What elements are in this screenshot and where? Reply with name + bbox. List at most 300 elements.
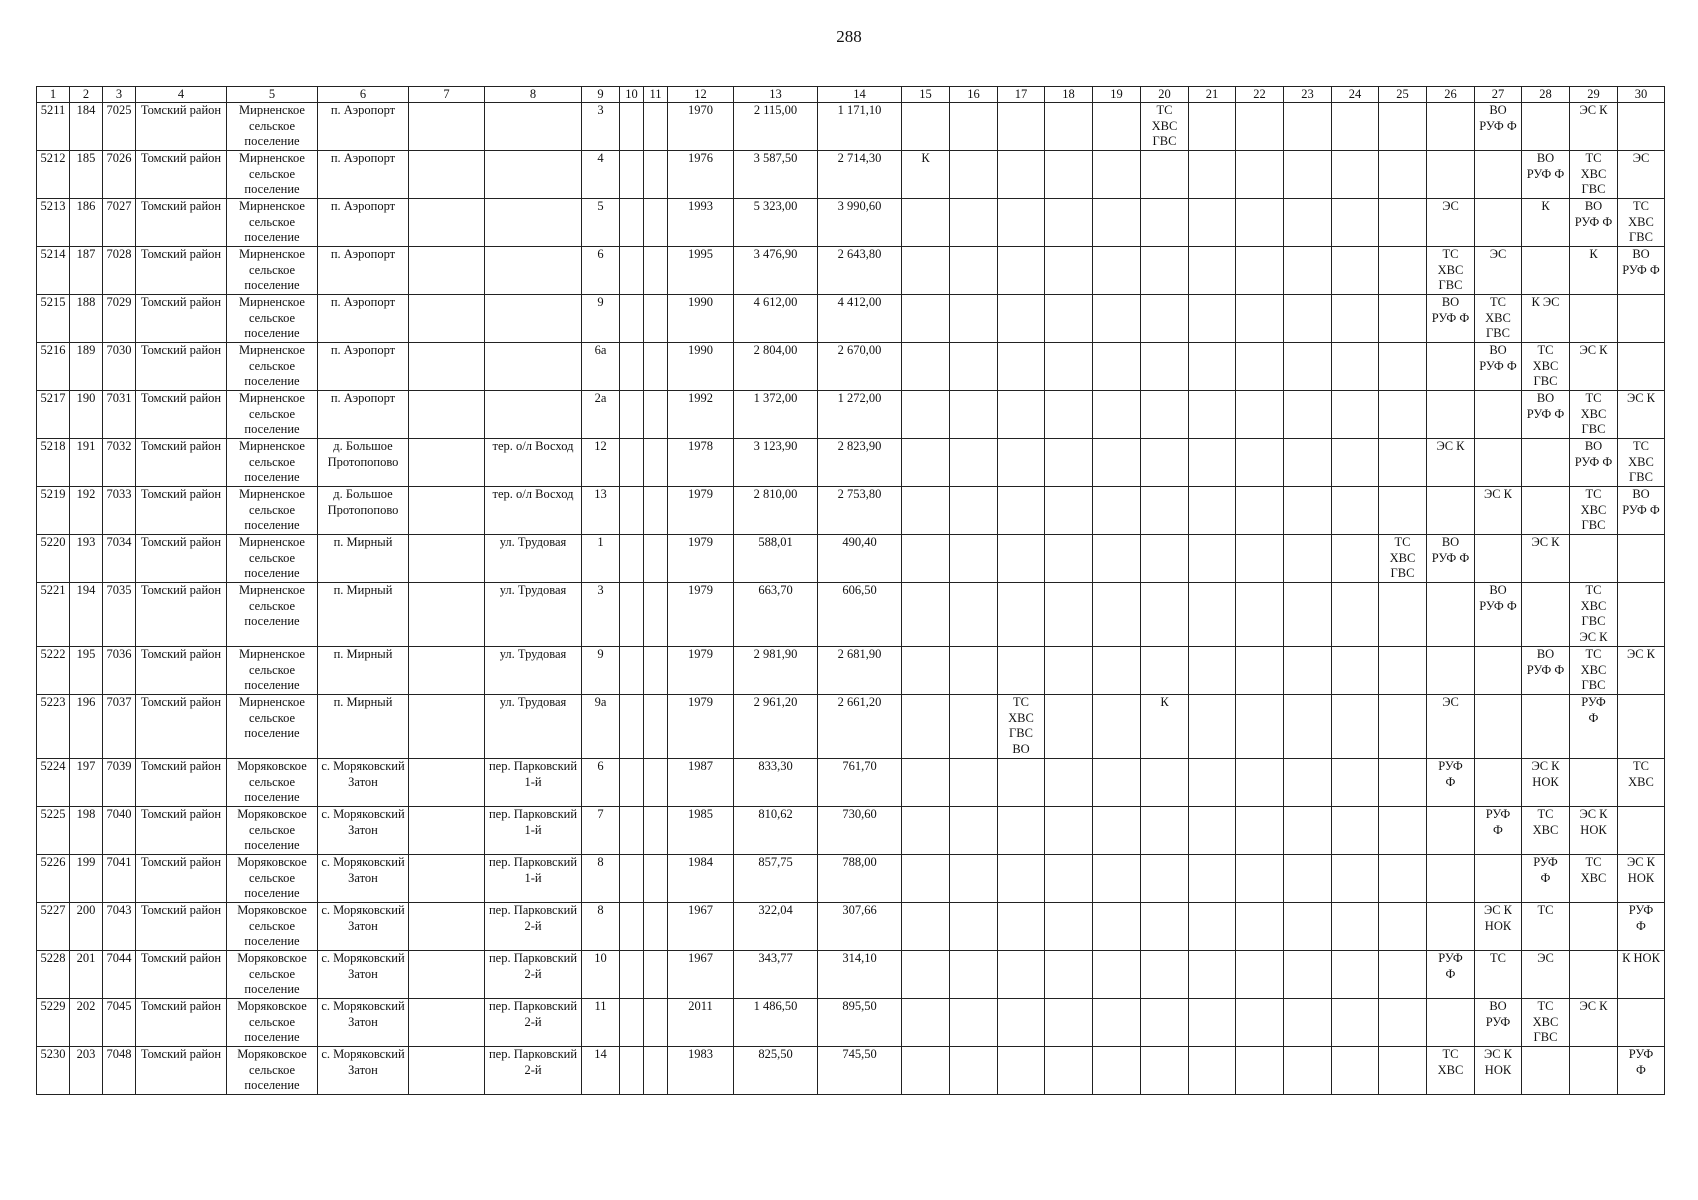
table-cell [1093,487,1141,535]
table-cell [409,759,485,807]
table-cell [950,103,998,151]
table-cell: 1985 [668,807,734,855]
table-cell [1189,487,1236,535]
table-cell: 6а [582,343,620,391]
table-cell: 1979 [668,487,734,535]
table-cell [1427,343,1475,391]
table-cell [1618,583,1665,647]
table-cell [902,535,950,583]
table-cell: 12 [582,439,620,487]
table-cell: РУФ Ф [1427,759,1475,807]
table-cell [409,695,485,759]
table-cell: РУФ Ф [1522,855,1570,903]
table-cell: 2 810,00 [734,487,818,535]
table-cell: Моряковское сельское поселение [227,759,318,807]
table-cell [950,583,998,647]
table-cell: 7036 [103,647,136,695]
table-cell: 9 [582,295,620,343]
table-cell [485,295,582,343]
table-cell: п. Аэропорт [318,199,409,247]
table-cell: РУФ Ф [1618,1047,1665,1095]
table-cell [1570,759,1618,807]
table-cell [1045,199,1093,247]
table-cell [644,583,668,647]
table-cell: ТС ХВС ГВС [1570,487,1618,535]
table-cell: 1976 [668,151,734,199]
table-cell: ЭС К [1570,343,1618,391]
table-cell: пер. Парковский 2-й [485,903,582,951]
table-cell [409,999,485,1047]
table-cell: с. Моряковский Затон [318,903,409,951]
table-cell: 1979 [668,695,734,759]
table-cell: Мирненское сельское поселение [227,103,318,151]
table-cell [902,103,950,151]
table-cell: тер. о/л Восход [485,487,582,535]
table-cell: РУФ Ф [1618,903,1665,951]
table-cell: с. Моряковский Затон [318,855,409,903]
table-cell [1141,535,1189,583]
table-cell: 7039 [103,759,136,807]
table-cell: 201 [70,951,103,999]
table-cell [409,199,485,247]
table-cell: Томский район [136,295,227,343]
table-cell: ТС ХВС ГВС [1570,391,1618,439]
table-cell [1332,999,1379,1047]
table-cell [1141,199,1189,247]
table-cell [1332,807,1379,855]
table-cell [1379,647,1427,695]
table-cell [1045,759,1093,807]
table-cell [1093,439,1141,487]
table-cell: ЭС [1427,695,1475,759]
table-cell [1522,583,1570,647]
table-cell [1093,535,1141,583]
table-cell: 1983 [668,1047,734,1095]
table-cell [998,103,1045,151]
table-cell [998,583,1045,647]
table-cell: К ЭС [1522,295,1570,343]
table-cell: Мирненское сельское поселение [227,647,318,695]
table-cell [1141,951,1189,999]
column-header: 5 [227,87,318,103]
table-cell [1284,535,1332,583]
table-row [37,343,1665,391]
column-header: 11 [644,87,668,103]
table-cell: ТС ХВС ГВС [1618,439,1665,487]
table-cell: 1979 [668,583,734,647]
table-cell: ВО РУФ Ф [1618,247,1665,295]
table-cell [1284,999,1332,1047]
table-cell: Мирненское сельское поселение [227,487,318,535]
table-cell: 7 [582,807,620,855]
table-cell: 8 [582,855,620,903]
table-cell [620,295,644,343]
table-cell: п. Мирный [318,583,409,647]
table-cell [1475,151,1522,199]
table-cell [1093,759,1141,807]
table-cell [1332,439,1379,487]
column-header: 26 [1427,87,1475,103]
table-cell: с. Моряковский Затон [318,951,409,999]
table-cell: 307,66 [818,903,902,951]
table-cell: пер. Парковский 1-й [485,855,582,903]
table-cell: 4 612,00 [734,295,818,343]
table-cell [1427,855,1475,903]
table-cell [620,583,644,647]
table-cell: 7029 [103,295,136,343]
table-cell [1379,295,1427,343]
table-cell: 2 753,80 [818,487,902,535]
table-cell [485,247,582,295]
table-cell: 5223 [37,695,70,759]
table-cell: п. Аэропорт [318,151,409,199]
table-cell [485,103,582,151]
table-cell [485,151,582,199]
table-cell [1332,247,1379,295]
table-cell [1332,199,1379,247]
table-cell: Томский район [136,999,227,1047]
table-cell: 2 681,90 [818,647,902,695]
table-cell: 5213 [37,199,70,247]
table-cell: ТС ХВС ГВС [1618,199,1665,247]
page-number: 288 [836,27,862,46]
table-cell [998,903,1045,951]
table-cell: 7040 [103,807,136,855]
table-cell: ТС ХВС [1522,807,1570,855]
table-cell: ЭС К [1475,487,1522,535]
table-cell [1045,295,1093,343]
table-cell [1141,903,1189,951]
table-cell: ЭС К [1427,439,1475,487]
table-cell: 9а [582,695,620,759]
table-cell [902,1047,950,1095]
table-cell [1189,999,1236,1047]
table-cell: п. Мирный [318,695,409,759]
table-cell [1045,583,1093,647]
table-cell [1236,583,1284,647]
table-cell: 730,60 [818,807,902,855]
table-cell [998,999,1045,1047]
table-cell: д. Большое Протопопово [318,487,409,535]
table-cell: 7043 [103,903,136,951]
table-cell: 2 670,00 [818,343,902,391]
table-cell [902,695,950,759]
table-row [37,247,1665,295]
table-cell [644,295,668,343]
table-cell [1045,439,1093,487]
table-cell: п. Аэропорт [318,391,409,439]
column-header: 18 [1045,87,1093,103]
table-cell [998,199,1045,247]
table-cell [1284,695,1332,759]
table-cell [950,439,998,487]
table-cell [1189,583,1236,647]
table-cell: 2 804,00 [734,343,818,391]
table-cell [1284,151,1332,199]
table-cell [902,647,950,695]
table-cell: 4 412,00 [818,295,902,343]
table-cell [1475,391,1522,439]
table-cell: 14 [582,1047,620,1095]
table-cell [1284,951,1332,999]
table-row [37,583,1665,647]
table-cell: пер. Парковский 2-й [485,951,582,999]
table-cell [1379,759,1427,807]
table-cell [620,903,644,951]
table-cell [644,103,668,151]
table-cell: Томский район [136,903,227,951]
table-cell: 6 [582,759,620,807]
table-cell: 8 [582,903,620,951]
table-cell [1141,391,1189,439]
table-cell [1522,103,1570,151]
column-header: 10 [620,87,644,103]
table-cell [1093,807,1141,855]
table-cell: 13 [582,487,620,535]
table-cell [998,951,1045,999]
table-row [37,807,1665,855]
table-cell: 3 [582,583,620,647]
table-cell: 5226 [37,855,70,903]
table-cell [1379,999,1427,1047]
table-cell: 7027 [103,199,136,247]
table-cell [1141,343,1189,391]
table-cell: 5216 [37,343,70,391]
table-cell [1284,759,1332,807]
table-cell [1141,295,1189,343]
table-cell [950,999,998,1047]
table-cell [620,1047,644,1095]
table-cell [950,695,998,759]
table-cell: 1 372,00 [734,391,818,439]
table-cell: ТС ХВС ГВС ВО [998,695,1045,759]
table-cell [1332,295,1379,343]
table-cell: 7034 [103,535,136,583]
table-cell [644,391,668,439]
table-cell: ТС ХВС ГВС [1475,295,1522,343]
table-cell [620,855,644,903]
table-cell: 5214 [37,247,70,295]
table-cell: ТС ХВС ГВС [1379,535,1427,583]
table-cell [1093,999,1141,1047]
table-cell: Моряковское сельское поселение [227,903,318,951]
table-cell [1189,1047,1236,1095]
table-cell [1284,199,1332,247]
table-cell: РУФ Ф [1427,951,1475,999]
table-cell [1379,583,1427,647]
table-cell: Мирненское сельское поселение [227,695,318,759]
table-cell [998,1047,1045,1095]
table-row [37,855,1665,903]
table-cell [1093,247,1141,295]
table-cell: Томский район [136,951,227,999]
table-cell: 2 981,90 [734,647,818,695]
table-cell: с. Моряковский Затон [318,1047,409,1095]
table-cell [998,759,1045,807]
table-cell: ЭС К НОК [1475,1047,1522,1095]
table-cell [1379,247,1427,295]
table-cell [1332,855,1379,903]
table-cell [1522,1047,1570,1095]
table-cell [409,903,485,951]
table-cell [1284,391,1332,439]
table-cell: 5229 [37,999,70,1047]
table-cell: 745,50 [818,1047,902,1095]
table-cell: 1967 [668,951,734,999]
table-cell [1284,807,1332,855]
table-cell [1236,759,1284,807]
table-cell [1141,583,1189,647]
table-cell: 1979 [668,647,734,695]
table-cell [1189,391,1236,439]
table-cell [1093,695,1141,759]
table-cell [409,951,485,999]
table-cell: 1978 [668,439,734,487]
table-cell: 1993 [668,199,734,247]
table-cell [644,487,668,535]
table-cell [1045,535,1093,583]
table-cell: ЭС [1475,247,1522,295]
table-cell [644,695,668,759]
table-cell [1284,903,1332,951]
table-cell [950,343,998,391]
table-cell: ТС ХВС ГВС [1570,647,1618,695]
table-cell [409,439,485,487]
table-cell: 5217 [37,391,70,439]
table-cell [1332,1047,1379,1095]
table-cell: ЭС К НОК [1475,903,1522,951]
table-cell: ЭС [1427,199,1475,247]
column-header: 23 [1284,87,1332,103]
table-cell [1522,439,1570,487]
table-cell [409,103,485,151]
table-cell: 190 [70,391,103,439]
column-header: 8 [485,87,582,103]
table-cell [1045,247,1093,295]
table-cell [1236,855,1284,903]
table-cell: 5218 [37,439,70,487]
table-cell [1332,391,1379,439]
table-cell [644,199,668,247]
table-cell [1093,103,1141,151]
table-cell: 2 661,20 [818,695,902,759]
table-cell [1379,695,1427,759]
table-cell: ТС ХВС ГВС [1522,999,1570,1047]
table-row [37,903,1665,951]
table-cell [950,951,998,999]
table-cell [1427,103,1475,151]
table-cell [1427,647,1475,695]
table-cell [644,903,668,951]
table-cell: 5 323,00 [734,199,818,247]
table-cell: 322,04 [734,903,818,951]
table-cell: 1 272,00 [818,391,902,439]
table-cell: 788,00 [818,855,902,903]
table-cell: ТС ХВС ГВС [1570,151,1618,199]
table-cell: 2 714,30 [818,151,902,199]
table-row [37,487,1665,535]
table-cell [1236,807,1284,855]
table-cell [620,807,644,855]
table-cell [1332,535,1379,583]
table-cell [1618,807,1665,855]
table-cell: Томский район [136,647,227,695]
table-cell [1379,487,1427,535]
table-cell [998,391,1045,439]
table-cell: К [1522,199,1570,247]
table-cell [902,439,950,487]
table-cell: Мирненское сельское поселение [227,583,318,647]
table-cell: 7033 [103,487,136,535]
table-cell: 7044 [103,951,136,999]
table-cell: 3 990,60 [818,199,902,247]
table-cell [644,759,668,807]
table-cell [409,647,485,695]
table-cell: 5227 [37,903,70,951]
table-cell [1045,903,1093,951]
table-cell [1093,903,1141,951]
table-cell [1189,247,1236,295]
table-cell: ЭС К НОК [1618,855,1665,903]
table-cell: Томский район [136,1047,227,1095]
table-cell: Моряковское сельское поселение [227,807,318,855]
table-cell [998,247,1045,295]
table-cell: ВО РУФ Ф [1618,487,1665,535]
table-cell [950,1047,998,1095]
table-cell [1141,759,1189,807]
table-cell [1332,647,1379,695]
table-cell: 10 [582,951,620,999]
table-cell: 1967 [668,903,734,951]
table-cell: 343,77 [734,951,818,999]
table-cell [1189,807,1236,855]
table-cell: ВО РУФ Ф [1570,439,1618,487]
table-cell: 5224 [37,759,70,807]
table-cell [1570,535,1618,583]
table-cell [1332,151,1379,199]
table-cell [950,807,998,855]
table-cell [409,343,485,391]
table-cell [644,807,668,855]
table-cell [1045,391,1093,439]
table-cell: ЭС К [1570,103,1618,151]
table-cell: 1987 [668,759,734,807]
table-cell [409,855,485,903]
column-header: 28 [1522,87,1570,103]
table-cell: Мирненское сельское поселение [227,391,318,439]
table-cell: 192 [70,487,103,535]
housing-registry-table [36,86,1665,1095]
table-cell: пер. Парковский 1-й [485,759,582,807]
table-row [37,1047,1665,1095]
table-cell: ТС [1522,903,1570,951]
column-header: 16 [950,87,998,103]
table-cell [1045,807,1093,855]
table-cell [1045,487,1093,535]
table-cell [1475,535,1522,583]
table-cell [1522,247,1570,295]
table-cell: ТС ХВС [1427,1047,1475,1095]
table-cell: 5 [582,199,620,247]
table-cell [950,487,998,535]
table-cell: п. Аэропорт [318,103,409,151]
table-cell: 2 643,80 [818,247,902,295]
table-cell [620,951,644,999]
table-cell [1236,151,1284,199]
table-cell [409,535,485,583]
table-cell: 3 123,90 [734,439,818,487]
table-cell [902,951,950,999]
